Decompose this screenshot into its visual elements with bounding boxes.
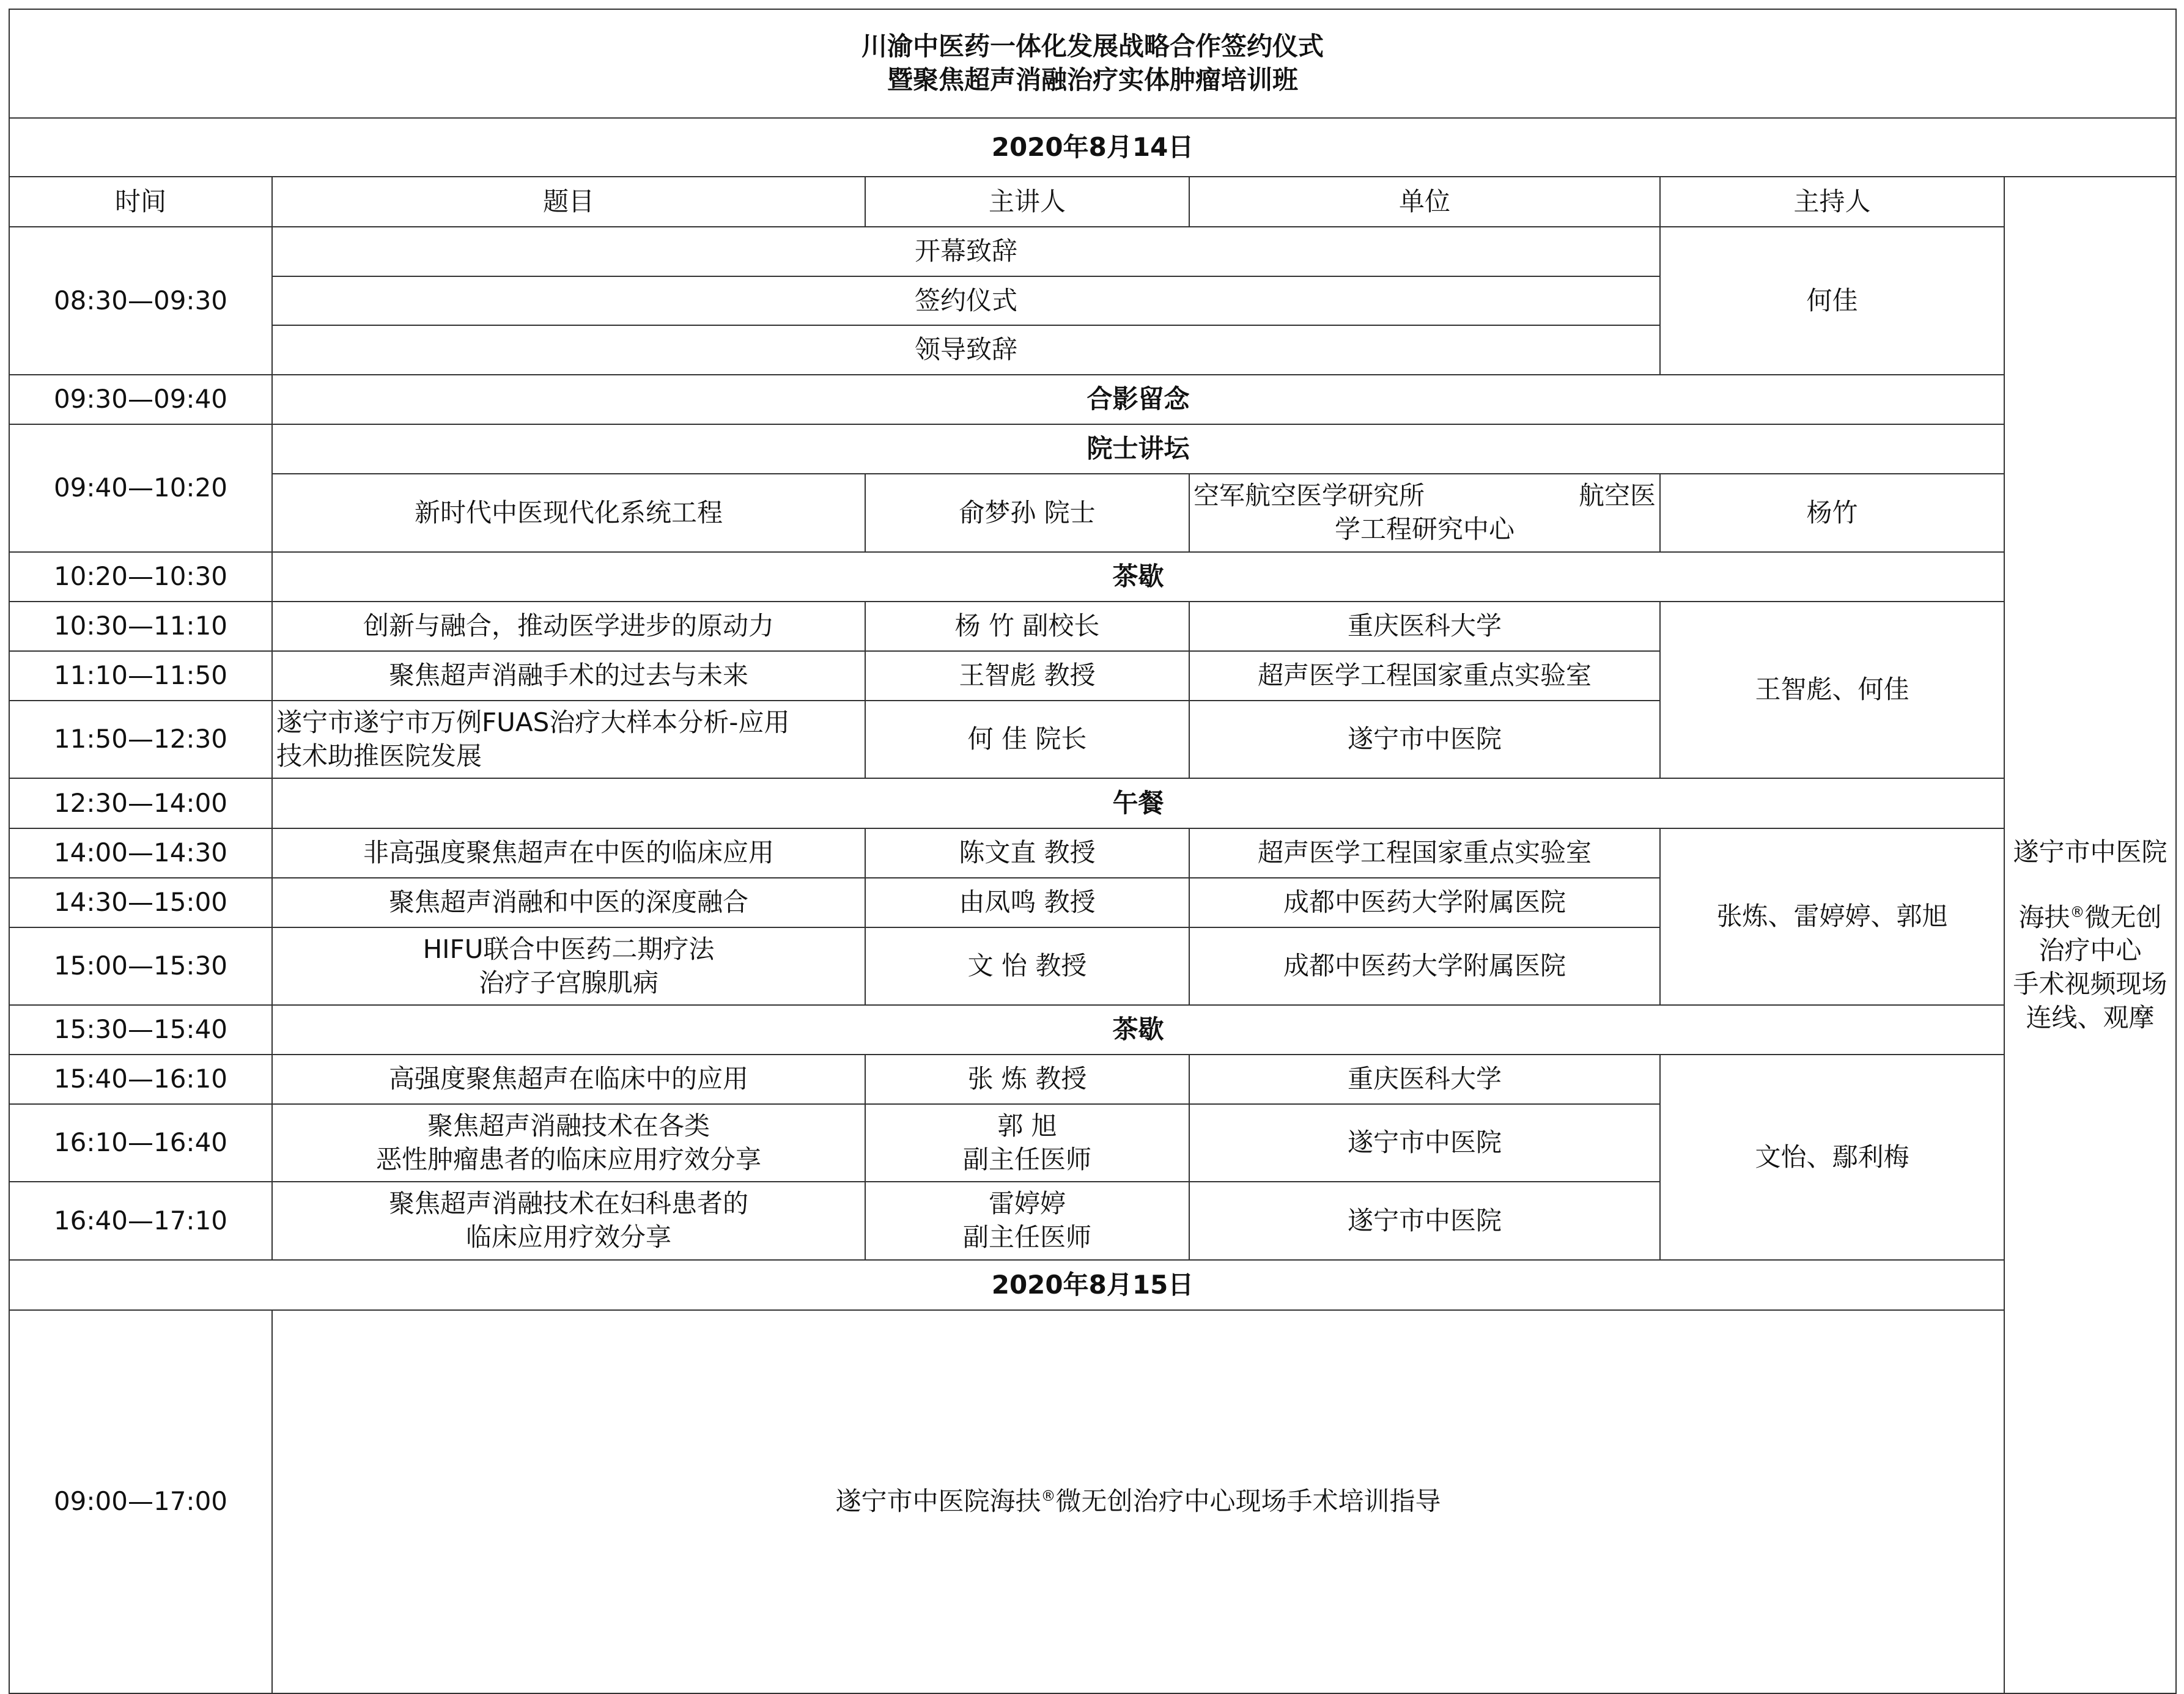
title-line-2: 暨聚焦超声消融治疗实体肿瘤培训班 (887, 65, 1299, 95)
session-speaker: 陈文直 教授 (865, 828, 1189, 878)
day2-date-row (9, 1260, 2176, 1310)
day1-date-row (9, 118, 2176, 177)
forum-org-line-1: 空军航空医学研究所 航空医 (1193, 481, 1656, 511)
note-spacer (2009, 869, 2172, 901)
note-line-1: 遂宁市中医院 (2013, 837, 2167, 867)
opening-item: 开幕致辞 (272, 227, 1660, 276)
day1-date: 2020年8月14日 (9, 118, 2176, 177)
session-speaker: 杨 竹 副校长 (865, 602, 1189, 651)
header-speaker: 主讲人 (865, 177, 1189, 227)
break2-label: 茶歇 (272, 1005, 2004, 1055)
session-time: 11:10—11:50 (9, 651, 272, 701)
forum-host: 杨竹 (1660, 474, 2004, 552)
session-speaker: 张 炼 教授 (865, 1055, 1189, 1104)
forum-topic: 新时代中医现代化系统工程 (272, 474, 865, 552)
session-time: 15:40—16:10 (9, 1055, 272, 1104)
table-row (9, 778, 2176, 828)
table-row (9, 552, 2176, 602)
session2-host: 张炼、雷婷婷、郭旭 (1660, 828, 2004, 1005)
session-speaker: 郭 旭 副主任医师 (865, 1104, 1189, 1182)
table-row (9, 602, 2176, 651)
header-org: 单位 (1189, 177, 1660, 227)
table-row (9, 828, 2176, 878)
note-line-5: 连线、观摩 (2026, 1002, 2155, 1033)
forum-speaker: 俞梦孙 院士 (865, 474, 1189, 552)
table-row (9, 424, 2176, 474)
day2-date: 2020年8月15日 (9, 1260, 2176, 1310)
note-line-4: 手术视频现场 (2013, 968, 2167, 999)
table-row (9, 375, 2176, 424)
day2-time: 09:00—17:00 (9, 1310, 272, 1693)
session-time: 14:30—15:00 (9, 878, 272, 927)
session-org: 重庆医科大学 (1189, 602, 1660, 651)
session-speaker: 何 佳 院长 (865, 701, 1189, 778)
session-topic: 创新与融合，推动医学进步的原动力 (272, 602, 865, 651)
photo-time: 09:30—09:40 (9, 375, 272, 424)
session-speaker: 文 怡 教授 (865, 927, 1189, 1005)
opening-item: 领导致辞 (272, 325, 1660, 375)
session-topic: 聚焦超声消融技术在各类 恶性肿瘤患者的临床应用疗效分享 (272, 1104, 865, 1182)
table-row (9, 1005, 2176, 1055)
session3-host: 文怡、鄢利梅 (1660, 1055, 2004, 1260)
session-topic: 聚焦超声消融手术的过去与未来 (272, 651, 865, 701)
session-speaker: 雷婷婷 副主任医师 (865, 1182, 1189, 1260)
session-time: 10:30—11:10 (9, 602, 272, 651)
session-speaker: 王智彪 教授 (865, 651, 1189, 701)
day2-activity: 遂宁市中医院海扶®微无创治疗中心现场手术培训指导 (272, 1310, 2004, 1693)
session-topic: 聚焦超声消融和中医的深度融合 (272, 878, 865, 927)
header-topic: 题目 (272, 177, 865, 227)
session-time: 11:50—12:30 (9, 701, 272, 778)
header-row (9, 177, 2176, 227)
forum-org (1189, 474, 1660, 552)
break1-label: 茶歇 (272, 552, 2004, 602)
lunch-label: 午餐 (272, 778, 2004, 828)
note-line-3: 治疗中心 (2038, 935, 2142, 966)
header-host: 主持人 (1660, 177, 2004, 227)
session-topic: 非高强度聚焦超声在中医的临床应用 (272, 828, 865, 878)
photo-label: 合影留念 (272, 375, 2004, 424)
break2-time: 15:30—15:40 (9, 1005, 272, 1055)
table-row (9, 474, 2176, 552)
table-row (9, 1310, 2176, 1445)
title-row (9, 9, 2176, 118)
break1-time: 10:20—10:30 (9, 552, 272, 602)
title-line-1: 川渝中医药一体化发展战略合作签约仪式 (861, 31, 1324, 62)
session-org: 成都中医药大学附属医院 (1189, 927, 1660, 1005)
opening-item: 签约仪式 (272, 276, 1660, 325)
session-time: 14:00—14:30 (9, 828, 272, 878)
session-org: 重庆医科大学 (1189, 1055, 1660, 1104)
session-speaker: 由凤鸣 教授 (865, 878, 1189, 927)
table-row (9, 1055, 2176, 1104)
session-org: 成都中医药大学附属医院 (1189, 878, 1660, 927)
session-time: 16:40—17:10 (9, 1182, 272, 1260)
opening-host: 何佳 (1660, 227, 2004, 375)
forum-org-line-2: 学工程研究中心 (1334, 514, 1514, 544)
session-org: 遂宁市中医院 (1189, 701, 1660, 778)
session-org: 超声医学工程国家重点实验室 (1189, 651, 1660, 701)
page-title (9, 9, 2176, 118)
schedule-table (9, 9, 2177, 1694)
session1-host: 王智彪、何佳 (1660, 602, 2004, 778)
opening-time: 08:30—09:30 (9, 227, 272, 375)
session-topic: 高强度聚焦超声在临床中的应用 (272, 1055, 865, 1104)
session-topic: 遂宁市遂宁市万例FUAS治疗大样本分析-应用 技术助推医院发展 (272, 701, 865, 778)
session-org: 遂宁市中医院 (1189, 1182, 1660, 1260)
forum-time: 09:40—10:20 (9, 424, 272, 552)
session-time: 15:00—15:30 (9, 927, 272, 1005)
forum-label: 院士讲坛 (272, 424, 2004, 474)
live-video-note (2004, 177, 2176, 1693)
note-line-2: 海扶®微无创 (2018, 902, 2162, 932)
session-org: 超声医学工程国家重点实验室 (1189, 828, 1660, 878)
header-time: 时间 (9, 177, 272, 227)
session-org: 遂宁市中医院 (1189, 1104, 1660, 1182)
table-row (9, 227, 2176, 276)
session-time: 16:10—16:40 (9, 1104, 272, 1182)
lunch-time: 12:30—14:00 (9, 778, 272, 828)
session-topic: 聚焦超声消融技术在妇科患者的 临床应用疗效分享 (272, 1182, 865, 1260)
session-topic: HIFU联合中医药二期疗法 治疗子宫腺肌病 (272, 927, 865, 1005)
